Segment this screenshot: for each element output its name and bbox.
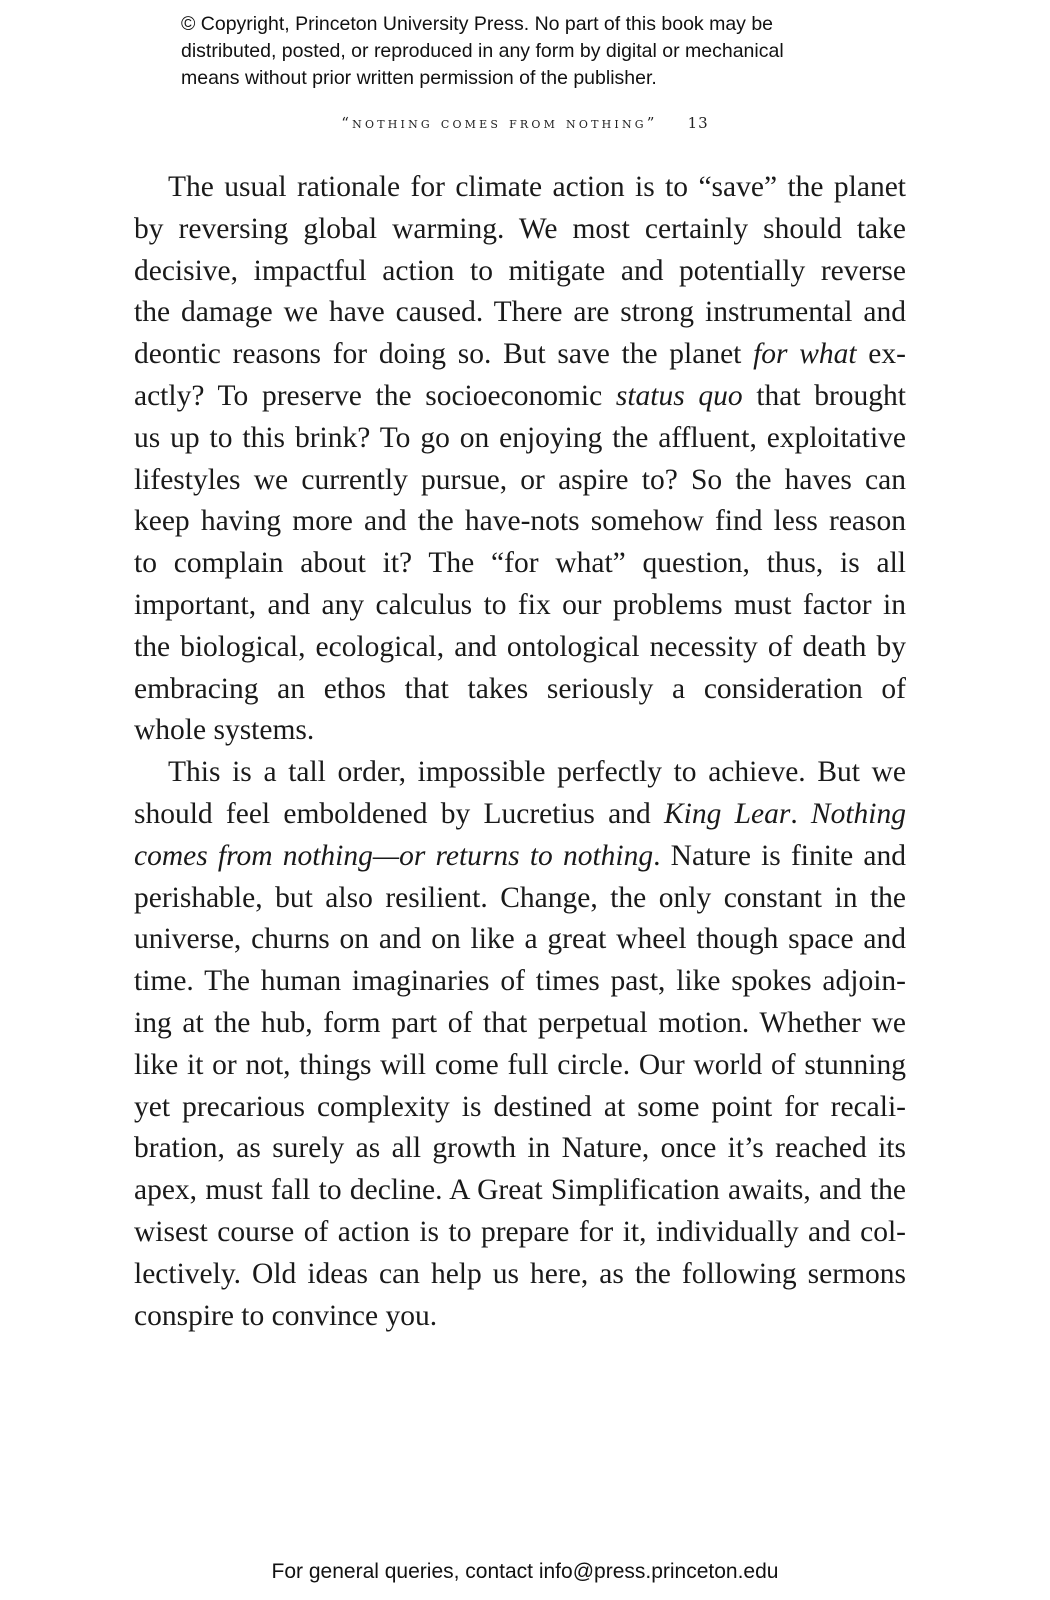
text-line: [134, 1087, 906, 1129]
copyright-line: distributed, posted, or reproduced in any form by digital or mechanical: [181, 40, 784, 62]
text-run: the biological, ecological, and ontological necessity of death by: [134, 630, 906, 663]
text-line: [134, 543, 906, 585]
text-line: [134, 836, 906, 878]
text-run: wisest course of action is to prepare for it, individually and col-: [134, 1215, 906, 1248]
text-line: [134, 961, 906, 1003]
text-line: [134, 460, 906, 502]
footer-contact: For general queries, contact info@press.princeton.edu: [271, 1560, 779, 1583]
text-line: [134, 627, 906, 669]
paragraph: [134, 752, 906, 1337]
text-run: by reversing global warming. We most certainly should take: [134, 212, 906, 245]
copyright-notice: [181, 11, 941, 92]
text-run: time. The human imaginaries of times past, like spokes adjoin-: [134, 965, 906, 998]
text-run: important, and any calculus to fix our problems must factor in: [134, 588, 906, 621]
italic-text: Nothing: [810, 797, 906, 830]
italic-text: for what: [753, 338, 857, 371]
text-run: the damage we have caused. There are strong instrumental and: [134, 296, 906, 329]
text-line: [134, 1170, 906, 1212]
copyright-line: © Copyright, Princeton University Press. No part of this book may be: [181, 13, 774, 35]
page-number: 13: [687, 114, 709, 132]
text-run: ex-: [856, 338, 906, 371]
italic-text: King Lear: [663, 797, 791, 830]
text-run: yet precarious complexity is destined at some point for recali-: [134, 1090, 906, 1123]
text-run: . Nature is finite and: [653, 839, 906, 872]
text-line: [134, 418, 906, 460]
text-line: [134, 292, 906, 334]
text-run: whole systems.: [134, 714, 315, 747]
text-line: [134, 669, 906, 711]
text-run: bration, as surely as all growth in Nature, once it’s reached its: [134, 1132, 906, 1165]
text-line: [134, 1003, 906, 1045]
text-run: actly? To preserve the socioeconomic: [134, 379, 616, 412]
text-run: us up to this brink? To go on enjoying the affluent, exploitative: [134, 421, 906, 454]
text-run: to complain about it? The “for what” question, thus, is all: [134, 547, 906, 580]
text-line: [134, 209, 906, 251]
text-run: embracing an ethos that takes seriously a consideration of: [134, 672, 906, 705]
italic-text: status quo: [615, 379, 743, 412]
text-run: keep having more and the have-nots somehow find less reason: [134, 505, 906, 538]
text-run: perishable, but also resilient. Change, the only constant in the: [134, 881, 906, 914]
text-line: [134, 752, 906, 794]
running-head: [0, 114, 1050, 132]
text-line: [134, 1045, 906, 1087]
body-text: [134, 167, 906, 1337]
text-run: that brought: [742, 379, 906, 412]
text-line: [134, 878, 906, 920]
text-run: apex, must fall to decline. A Great Simplification awaits, and the: [134, 1174, 906, 1207]
text-line: [134, 501, 906, 543]
text-run: This is a tall order, impossible perfectly to achieve. But we: [168, 756, 906, 789]
text-run: conspire to convince you.: [134, 1299, 438, 1332]
text-run: should feel emboldened by Lucretius and: [134, 797, 664, 830]
text-run: decisive, impactful action to mitigate and potentially reverse: [134, 254, 906, 287]
text-run: like it or not, things will come full circle. Our world of stunning: [134, 1048, 906, 1081]
copyright-line: means without prior written permission of the publisher.: [181, 67, 657, 89]
text-line: [134, 1254, 906, 1296]
text-run: The usual rationale for climate action is to “save” the planet: [168, 171, 906, 203]
text-line: [134, 334, 906, 376]
text-line: [134, 1296, 906, 1338]
text-run: ing at the hub, form part of that perpetual motion. Whether we: [134, 1006, 906, 1039]
text-line: [134, 167, 906, 209]
italic-text: comes from nothing—or returns to nothing: [134, 839, 654, 872]
text-line: [134, 585, 906, 627]
text-line: [134, 794, 906, 836]
text-line: [134, 251, 906, 293]
text-line: [134, 376, 906, 418]
text-line: [134, 710, 906, 752]
text-run: lectively. Old ideas can help us here, as the following sermons: [134, 1257, 906, 1290]
paragraph: [134, 167, 906, 752]
text-line: [134, 919, 906, 961]
text-run: deontic reasons for doing so. But save the planet: [134, 338, 754, 371]
text-run: .: [790, 797, 811, 830]
text-line: [134, 1128, 906, 1170]
text-run: universe, churns on and on like a great wheel though space and: [134, 923, 906, 956]
text-line: [134, 1212, 906, 1254]
chapter-title: “nothing comes from nothing”: [341, 114, 658, 132]
text-run: lifestyles we currently pursue, or aspire to? So the haves can: [134, 463, 906, 496]
